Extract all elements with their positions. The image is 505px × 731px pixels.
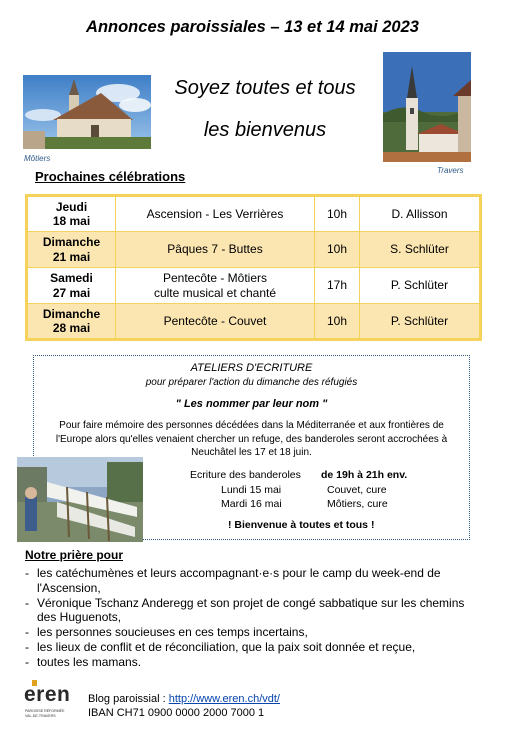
session-date: Mardi 16 mai (221, 498, 282, 510)
officiant-cell: D. Allisson (360, 196, 481, 232)
event-label: Pentecôte - Môtiers (162, 271, 268, 285)
session-place: Môtiers, cure (327, 498, 388, 510)
officiant-cell: P. Schlüter (360, 304, 481, 340)
table-row (27, 232, 481, 268)
blog-label: Blog paroissial : (88, 693, 169, 705)
time-cell: 10h (315, 196, 360, 232)
event-cell: Pentecôte - Couvet (116, 304, 315, 340)
ateliers-paragraph: Pour faire mémoire des personnes décédées dans la Méditerranée et aux frontières de l'Europe alors qu'elles venaient chercher un refuge, des banderoles seront accrochées à Neuchâtel les 17 et 18 juin. (55, 420, 448, 458)
celebrations-heading: Prochaines célébrations (35, 169, 186, 184)
logo-subtitle: PAROISSE RÉFORMÉE (25, 709, 65, 713)
officiant-cell: S. Schlüter (360, 232, 481, 268)
travers-caption: Travers (437, 166, 464, 175)
welcome-line-2: les bienvenus (203, 119, 327, 141)
list-item: - les catéchumènes et leurs accompagnant·e·s pour le camp du week-end de l'Ascension, (25, 566, 465, 596)
day-label: Jeudi (55, 199, 88, 214)
table-row (27, 268, 481, 304)
day-label: Dimanche (42, 235, 101, 249)
table-row (27, 196, 481, 232)
list-item: - toutes les mamans. (25, 655, 465, 670)
date-cell (27, 304, 116, 340)
eren-logo (24, 680, 80, 722)
ateliers-quote: " Les nommer par leur nom " (175, 398, 328, 410)
schedule-time: de 19h à 21h env. (321, 469, 408, 481)
prayer-list (25, 566, 465, 670)
ateliers-title: ATELIERS D'ECRITURE (190, 362, 313, 374)
list-item: - les personnes soucieuses en ces temps incertains, (25, 625, 465, 640)
event-cell: Ascension - Les Verrières (116, 196, 315, 232)
footer (88, 692, 280, 720)
travers-church-photo (383, 52, 471, 162)
blog-line (88, 692, 280, 706)
officiant-cell: P. Schlüter (360, 268, 481, 304)
schedule-label: Ecriture des banderoles (190, 469, 301, 481)
welcome-line-1: Soyez toutes et tous (174, 77, 356, 99)
list-item: - les lieux de conflit et de réconciliation, que la paix soit donnée et reçue, (25, 640, 465, 655)
logo-text: eren (24, 683, 71, 706)
prayer-heading: Notre prière pour (25, 548, 124, 562)
motiers-caption: Môtiers (24, 154, 51, 163)
date-label: 27 mai (52, 285, 91, 300)
day-label: Samedi (50, 271, 93, 285)
logo-subtitle: VAL-DE-TRAVERS (25, 714, 56, 718)
time-cell: 17h (315, 268, 360, 304)
ateliers-closing: ! Bienvenue à toutes et tous ! (228, 519, 375, 531)
page-title: Annonces paroissiales – 13 et 14 mai 2023 (86, 18, 419, 36)
date-cell (27, 196, 116, 232)
celebrations-table (25, 194, 482, 341)
blog-link[interactable]: http://www.eren.ch/vdt/ (168, 693, 280, 705)
ateliers-subtitle: pour préparer l'action du dimanche des réfugiés (145, 377, 358, 388)
list-item: - Véronique Tschanz Anderegg et son projet de congé sabbatique sur les chemins des Huguenots, (25, 596, 465, 626)
event-cell (116, 268, 315, 304)
date-cell (27, 232, 116, 268)
event-cell: Pâques 7 - Buttes (116, 232, 315, 268)
date-label: 28 mai (52, 321, 91, 335)
table-row (27, 304, 481, 340)
session-place: Couvet, cure (327, 484, 387, 496)
date-cell (27, 268, 116, 304)
time-cell: 10h (315, 232, 360, 268)
date-label: 18 mai (52, 214, 91, 228)
date-label: 21 mai (52, 249, 91, 264)
session-date: Lundi 15 mai (221, 484, 282, 496)
iban: IBAN CH71 0900 0000 2000 7000 1 (88, 707, 265, 719)
time-cell: 10h (315, 304, 360, 340)
banner-writing-photo (17, 457, 143, 542)
day-label: Dimanche (42, 306, 101, 321)
motiers-church-photo (23, 75, 151, 149)
event-detail: culte musical et chanté (153, 285, 277, 300)
